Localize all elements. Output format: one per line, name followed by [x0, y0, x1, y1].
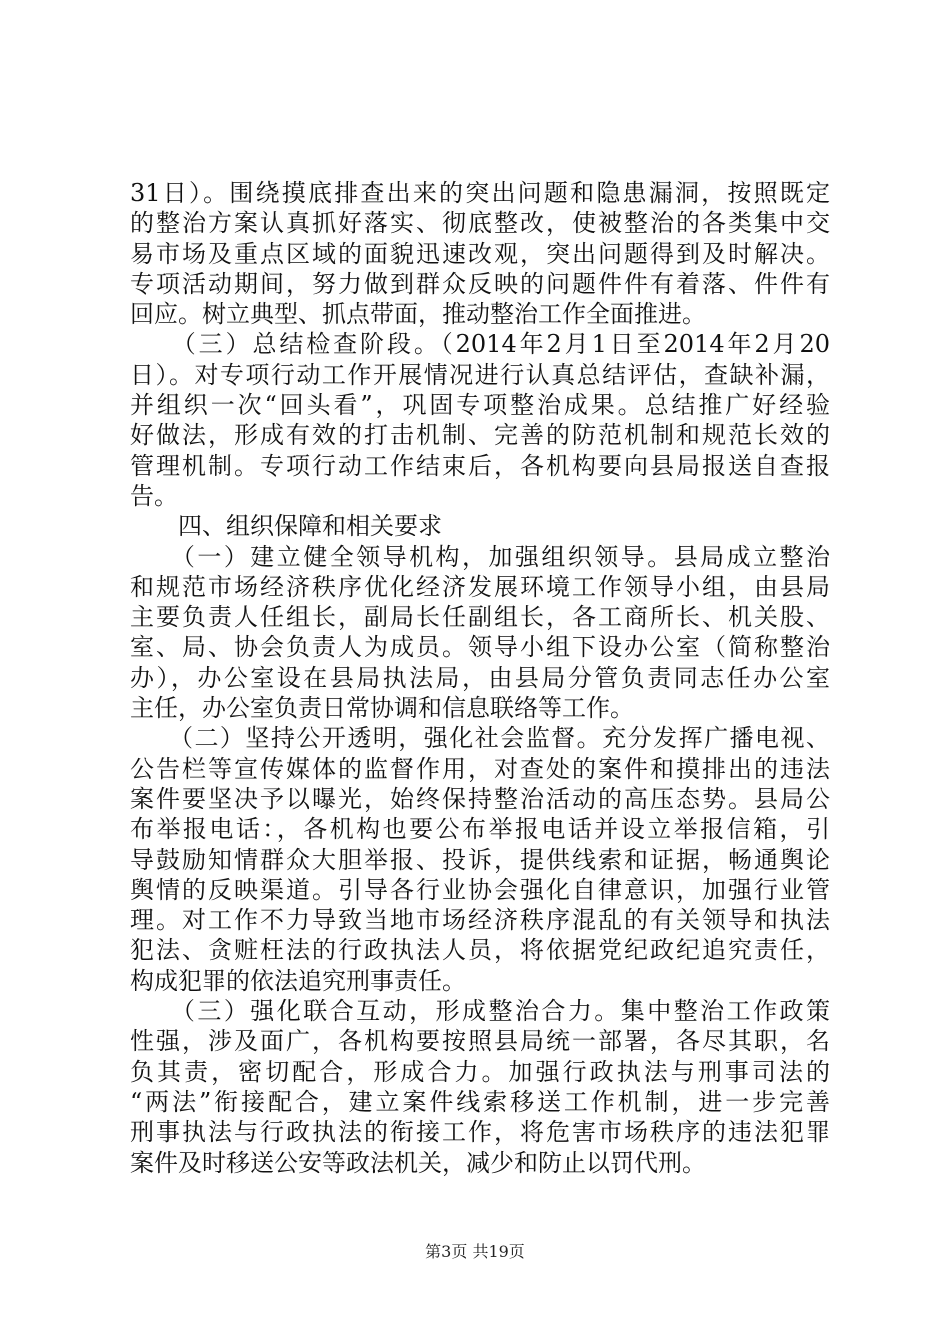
text-line: 刑事执法与行政执法的衔接工作，将危害市场秩序的违法犯罪 — [130, 1118, 830, 1147]
text-line: 和规范市场经济秩序优化经济发展环境工作领导小组，由县局 — [130, 572, 830, 601]
text-line: 主要负责人任组长，副局长任副组长，各工商所长、机关股、 — [130, 603, 830, 632]
text-line: 主任，办公室负责日常协调和信息联络等工作。 — [130, 694, 634, 723]
document-body — [130, 178, 830, 1178]
text-line: 舆情的反映渠道。引导各行业协会强化自律意识，加强行业管 — [130, 875, 830, 904]
text-line: 并组织一次“回头看”，巩固专项整治成果。总结推广好经验 — [130, 391, 830, 420]
text-line: 好做法，形成有效的打击机制、完善的防范机制和规范长效的 — [130, 421, 830, 450]
text-line: “两法”衔接配合，建立案件线索移送工作机制，进一步完善 — [130, 1087, 830, 1116]
text-line: 办），办公室设在县局执法局，由县局分管负责同志任办公室 — [130, 663, 830, 692]
text-line: 布举报电话：，各机构也要公布举报电话并设立举报信箱，引 — [130, 815, 830, 844]
text-line: 易市场及重点区域的面貌迅速改观，突出问题得到及时解决。 — [130, 239, 830, 268]
text-line: 室、局、协会负责人为成员。领导小组下设办公室（简称整治 — [130, 633, 830, 662]
text-line: （一）建立健全领导机构，加强组织领导。县局成立整治 — [130, 542, 830, 571]
text-line: 日）。对专项行动工作开展情况进行认真总结评估，查缺补漏， — [130, 360, 830, 389]
text-line: 四、组织保障和相关要求 — [130, 512, 442, 541]
text-line: 案件及时移送公安等政法机关，减少和防止以罚代刑。 — [130, 1148, 706, 1177]
text-line: 负其责，密切配合，形成合力。加强行政执法与刑事司法的 — [130, 1057, 830, 1086]
text-line: 导鼓励知情群众大胆举报、投诉，提供线索和证据，畅通舆论 — [130, 845, 830, 874]
text-line: （三）总结检查阶段。（2014年2月1日至2014年2月20 — [130, 330, 830, 359]
text-line: （三）强化联合互动，形成整治合力。集中整治工作政策 — [130, 997, 830, 1026]
text-line: 性强，涉及面广，各机构要按照县局统一部署，各尽其职，名 — [130, 1027, 830, 1056]
text-line: 构成犯罪的依法追究刑事责任。 — [130, 966, 466, 995]
text-line: 犯法、贪赃枉法的行政执法人员，将依据党纪政纪追究责任， — [130, 936, 830, 965]
text-line: 回应。树立典型、抓点带面，推动整治工作全面推进。 — [130, 300, 706, 329]
text-line: 案件要坚决予以曝光，始终保持整治活动的高压态势。县局公 — [130, 784, 830, 813]
text-line: 公告栏等宣传媒体的监督作用，对查处的案件和摸排出的违法 — [130, 754, 830, 783]
text-line: 告。 — [130, 481, 178, 510]
page-number-footer: 第3页 共19页 — [425, 1242, 525, 1261]
text-line: 管理机制。专项行动工作结束后，各机构要向县局报送自查报 — [130, 451, 830, 480]
text-line: 理。对工作不力导致当地市场经济秩序混乱的有关领导和执法 — [130, 906, 830, 935]
text-line: 的整治方案认真抓好落实、彻底整改，使被整治的各类集中交 — [130, 209, 830, 238]
text-line: （二）坚持公开透明，强化社会监督。充分发挥广播电视、 — [130, 724, 830, 753]
text-line: 31日）。围绕摸底排查出来的突出问题和隐患漏洞，按照既定 — [130, 179, 830, 207]
text-line: 专项活动期间，努力做到群众反映的问题件件有着落、件件有 — [130, 269, 830, 298]
